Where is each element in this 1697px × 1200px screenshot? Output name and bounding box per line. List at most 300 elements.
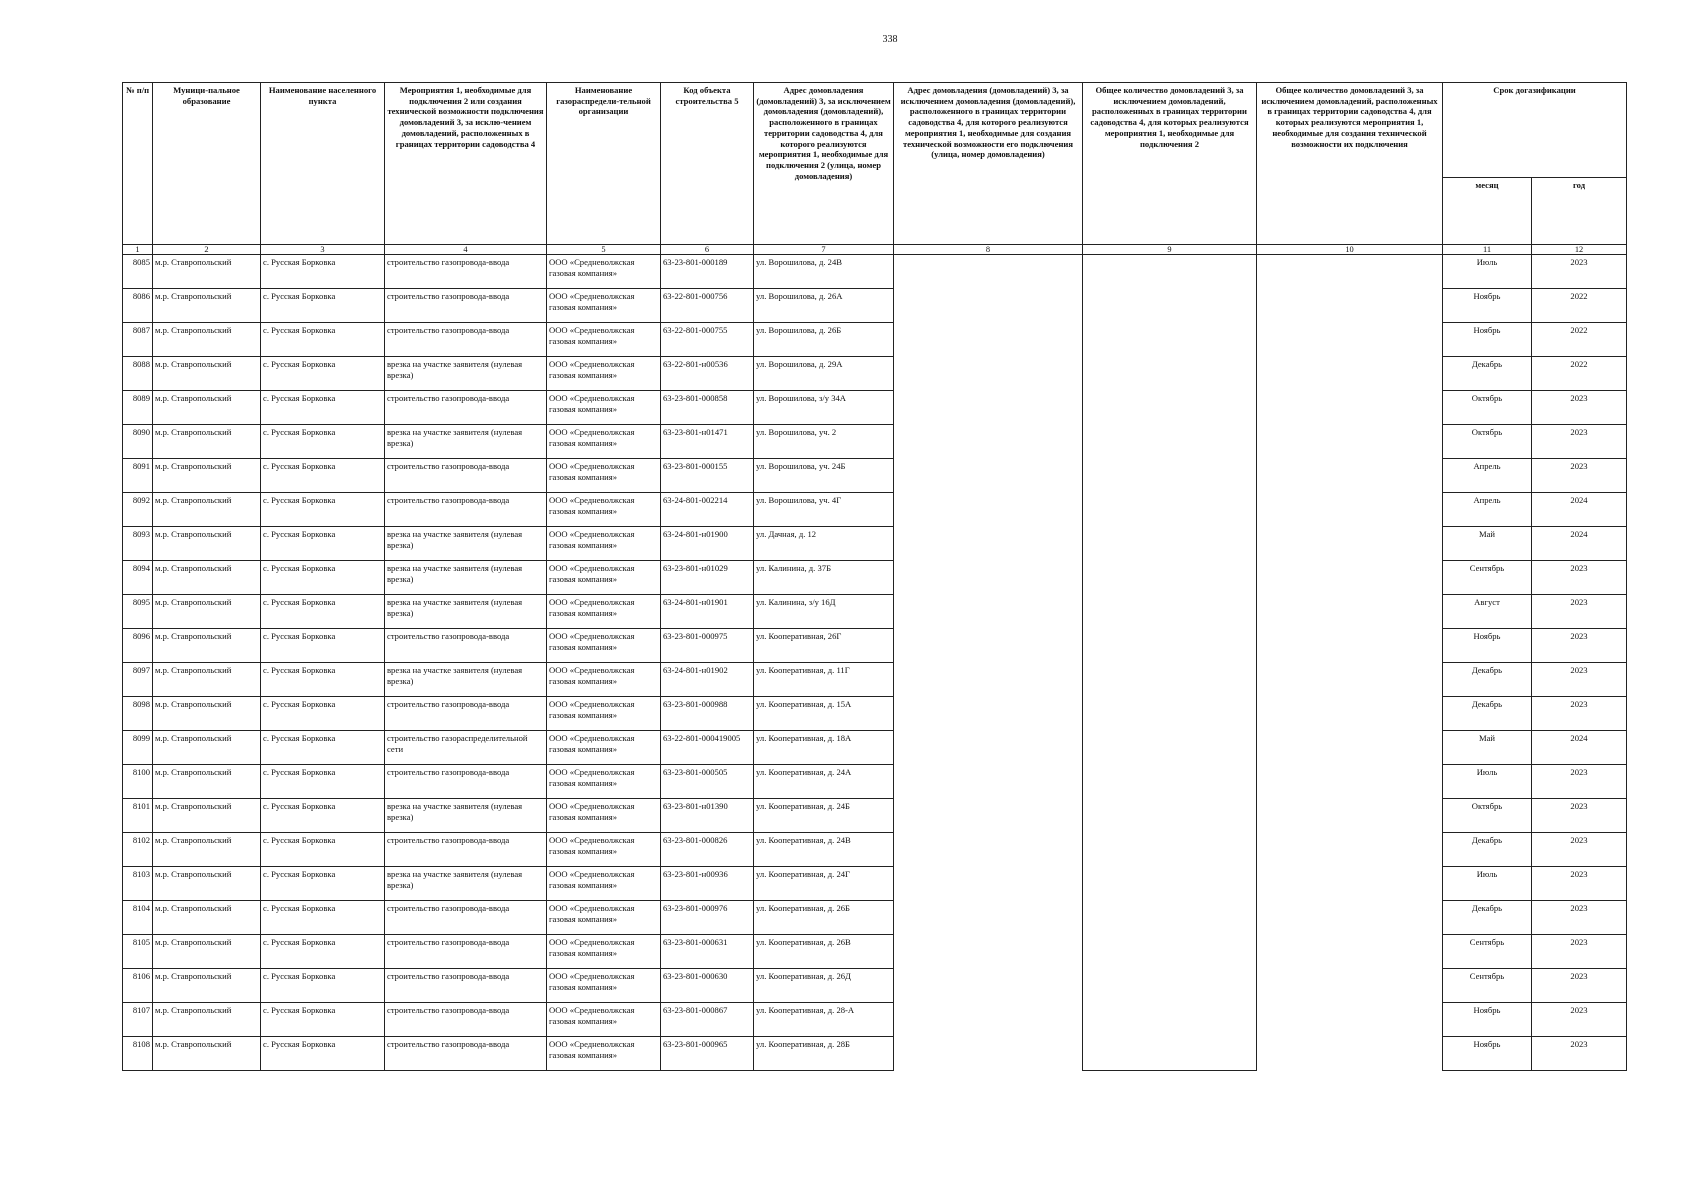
month-cell: Июль (1443, 765, 1532, 799)
month-cell: Июль (1443, 255, 1532, 289)
organization-cell: ООО «Средневолжская газовая компания» (547, 1003, 661, 1037)
address-cell: ул. Ворошилова, з/у 34А (754, 391, 894, 425)
object-code-cell: 63-23-801-н01390 (661, 799, 754, 833)
table-row (123, 425, 1627, 459)
address-technical-cell (894, 799, 1083, 833)
municipality-cell: м.р. Ставропольский (153, 833, 261, 867)
organization-cell: ООО «Средневолжская газовая компания» (547, 459, 661, 493)
object-code-cell: 63-23-801-000631 (661, 935, 754, 969)
municipality-cell: м.р. Ставропольский (153, 1003, 261, 1037)
month-cell: Октябрь (1443, 425, 1532, 459)
address-technical-cell (894, 867, 1083, 901)
count-technical-cell (1257, 561, 1443, 595)
column-number: 2 (153, 245, 261, 255)
settlement-cell: с. Русская Борковка (261, 391, 385, 425)
address-technical-cell (894, 697, 1083, 731)
object-code-cell: 63-24-801-н01900 (661, 527, 754, 561)
settlement-cell: с. Русская Борковка (261, 527, 385, 561)
header-month: месяц (1443, 178, 1532, 245)
month-cell: Декабрь (1443, 697, 1532, 731)
count-connection-cell (1083, 935, 1257, 969)
object-code-cell: 63-23-801-н01029 (661, 561, 754, 595)
event-cell: врезка на участке заявителя (нулевая врезка) (385, 595, 547, 629)
settlement-cell: с. Русская Борковка (261, 731, 385, 765)
count-technical-cell (1257, 867, 1443, 901)
count-technical-cell (1257, 289, 1443, 323)
count-technical-cell (1257, 323, 1443, 357)
column-number: 5 (547, 245, 661, 255)
object-code-cell: 63-24-801-002214 (661, 493, 754, 527)
settlement-cell: с. Русская Борковка (261, 425, 385, 459)
table-row (123, 255, 1627, 289)
count-connection-cell (1083, 1003, 1257, 1037)
event-cell: строительство газопровода-ввода (385, 289, 547, 323)
row-number: 8094 (123, 561, 153, 595)
row-number: 8086 (123, 289, 153, 323)
address-cell: ул. Кооперативная, д. 11Г (754, 663, 894, 697)
address-technical-cell (894, 935, 1083, 969)
month-cell: Сентябрь (1443, 969, 1532, 1003)
organization-cell: ООО «Средневолжская газовая компания» (547, 527, 661, 561)
address-cell: ул. Кооперативная, д. 26В (754, 935, 894, 969)
row-number: 8098 (123, 697, 153, 731)
event-cell: врезка на участке заявителя (нулевая врезка) (385, 867, 547, 901)
object-code-cell: 63-23-801-000867 (661, 1003, 754, 1037)
settlement-cell: с. Русская Борковка (261, 1037, 385, 1071)
month-cell: Сентябрь (1443, 561, 1532, 595)
address-cell: ул. Кооперативная, д. 24А (754, 765, 894, 799)
column-number: 10 (1257, 245, 1443, 255)
count-connection-cell (1083, 289, 1257, 323)
table-row (123, 289, 1627, 323)
month-cell: Июль (1443, 867, 1532, 901)
table-row (123, 561, 1627, 595)
table-row (123, 391, 1627, 425)
organization-cell: ООО «Средневолжская газовая компания» (547, 731, 661, 765)
year-cell: 2023 (1532, 935, 1627, 969)
count-connection-cell (1083, 867, 1257, 901)
address-cell: ул. Кооперативная, д. 24Б (754, 799, 894, 833)
column-number-row (123, 245, 1627, 255)
count-connection-cell (1083, 629, 1257, 663)
address-cell: ул. Ворошилова, д. 26Б (754, 323, 894, 357)
event-cell: строительство газопровода-ввода (385, 493, 547, 527)
count-technical-cell (1257, 731, 1443, 765)
count-technical-cell (1257, 969, 1443, 1003)
header-number: № п/п (123, 83, 153, 245)
year-cell: 2024 (1532, 731, 1627, 765)
event-cell: врезка на участке заявителя (нулевая врезка) (385, 799, 547, 833)
month-cell: Декабрь (1443, 901, 1532, 935)
address-technical-cell (894, 527, 1083, 561)
month-cell: Ноябрь (1443, 289, 1532, 323)
page-number: 338 (882, 34, 898, 45)
month-cell: Ноябрь (1443, 323, 1532, 357)
address-cell: ул. Кооперативная, д. 24Г (754, 867, 894, 901)
header-count-connection: Общее количество домовладений 3, за исключением домовладений, расположенных в границах территории садоводства 4, для которых реализуются мероприятия 1, необходимые для подключения 2 (1083, 83, 1257, 245)
header-year: год (1532, 178, 1627, 245)
year-cell: 2023 (1532, 697, 1627, 731)
municipality-cell: м.р. Ставропольский (153, 289, 261, 323)
table-row (123, 459, 1627, 493)
table-row (123, 765, 1627, 799)
count-technical-cell (1257, 391, 1443, 425)
object-code-cell: 63-24-801-н01902 (661, 663, 754, 697)
column-number: 6 (661, 245, 754, 255)
address-cell: ул. Кооперативная, д. 15А (754, 697, 894, 731)
event-cell: строительство газопровода-ввода (385, 833, 547, 867)
settlement-cell: с. Русская Борковка (261, 799, 385, 833)
table-row (123, 969, 1627, 1003)
event-cell: строительство газопровода-ввода (385, 459, 547, 493)
table-row (123, 357, 1627, 391)
count-connection-cell (1083, 323, 1257, 357)
count-connection-cell (1083, 663, 1257, 697)
row-number: 8099 (123, 731, 153, 765)
count-connection-cell (1083, 901, 1257, 935)
table-body (123, 255, 1627, 1071)
count-technical-cell (1257, 493, 1443, 527)
table-row (123, 1003, 1627, 1037)
organization-cell: ООО «Средневолжская газовая компания» (547, 255, 661, 289)
table-header (123, 83, 1627, 255)
settlement-cell: с. Русская Борковка (261, 493, 385, 527)
organization-cell: ООО «Средневолжская газовая компания» (547, 799, 661, 833)
year-cell: 2022 (1532, 357, 1627, 391)
municipality-cell: м.р. Ставропольский (153, 629, 261, 663)
header-address-connection: Адрес домовладения (домовладений) 3, за исключением домовладения (домовладений), расположенного в границах территории садоводства 4, для которого реализуются мероприятия 1, необходимые для подключения 2 (улица, номер домовладения) (754, 83, 894, 245)
event-cell: строительство газопровода-ввода (385, 629, 547, 663)
year-cell: 2023 (1532, 799, 1627, 833)
header-count-technical: Общее количество домовладений 3, за исключением домовладений, расположенных в границах территории садоводства 4, для которых реализуются мероприятия 1, необходимые для создания технической возможности их подключения (1257, 83, 1443, 245)
object-code-cell: 63-23-801-000630 (661, 969, 754, 1003)
municipality-cell: м.р. Ставропольский (153, 391, 261, 425)
row-number: 8107 (123, 1003, 153, 1037)
count-connection-cell (1083, 1037, 1257, 1071)
count-technical-cell (1257, 663, 1443, 697)
municipality-cell: м.р. Ставропольский (153, 663, 261, 697)
count-connection-cell (1083, 799, 1257, 833)
row-number: 8089 (123, 391, 153, 425)
count-technical-cell (1257, 425, 1443, 459)
count-connection-cell (1083, 357, 1257, 391)
year-cell: 2023 (1532, 425, 1627, 459)
organization-cell: ООО «Средневолжская газовая компания» (547, 901, 661, 935)
settlement-cell: с. Русская Борковка (261, 323, 385, 357)
table-row (123, 493, 1627, 527)
year-cell: 2024 (1532, 527, 1627, 561)
row-number: 8088 (123, 357, 153, 391)
count-connection-cell (1083, 731, 1257, 765)
table-row (123, 935, 1627, 969)
organization-cell: ООО «Средневолжская газовая компания» (547, 867, 661, 901)
count-technical-cell (1257, 901, 1443, 935)
table-row (123, 595, 1627, 629)
settlement-cell: с. Русская Борковка (261, 629, 385, 663)
organization-cell: ООО «Средневолжская газовая компания» (547, 969, 661, 1003)
municipality-cell: м.р. Ставропольский (153, 765, 261, 799)
table-row (123, 1037, 1627, 1071)
settlement-cell: с. Русская Борковка (261, 595, 385, 629)
year-cell: 2023 (1532, 969, 1627, 1003)
object-code-cell: 63-23-801-000976 (661, 901, 754, 935)
address-technical-cell (894, 459, 1083, 493)
column-number: 9 (1083, 245, 1257, 255)
column-number: 1 (123, 245, 153, 255)
count-connection-cell (1083, 425, 1257, 459)
address-technical-cell (894, 561, 1083, 595)
year-cell: 2023 (1532, 459, 1627, 493)
organization-cell: ООО «Средневолжская газовая компания» (547, 663, 661, 697)
municipality-cell: м.р. Ставропольский (153, 561, 261, 595)
object-code-cell: 63-23-801-000189 (661, 255, 754, 289)
table-row (123, 629, 1627, 663)
address-technical-cell (894, 969, 1083, 1003)
header-municipality: Муници-пальное образование (153, 83, 261, 245)
address-cell: ул. Кооперативная, д. 26Б (754, 901, 894, 935)
year-cell: 2023 (1532, 1037, 1627, 1071)
address-cell: ул. Калинина, д. 37Б (754, 561, 894, 595)
year-cell: 2023 (1532, 391, 1627, 425)
row-number: 8104 (123, 901, 153, 935)
year-cell: 2023 (1532, 629, 1627, 663)
row-number: 8093 (123, 527, 153, 561)
year-cell: 2024 (1532, 493, 1627, 527)
row-number: 8097 (123, 663, 153, 697)
table-row (123, 833, 1627, 867)
column-number: 12 (1532, 245, 1627, 255)
municipality-cell: м.р. Ставропольский (153, 969, 261, 1003)
column-number: 4 (385, 245, 547, 255)
count-technical-cell (1257, 357, 1443, 391)
settlement-cell: с. Русская Борковка (261, 459, 385, 493)
month-cell: Апрель (1443, 459, 1532, 493)
count-connection-cell (1083, 833, 1257, 867)
address-technical-cell (894, 901, 1083, 935)
count-connection-cell (1083, 765, 1257, 799)
organization-cell: ООО «Средневолжская газовая компания» (547, 425, 661, 459)
object-code-cell: 63-22-801-000756 (661, 289, 754, 323)
row-number: 8096 (123, 629, 153, 663)
row-number: 8095 (123, 595, 153, 629)
year-cell: 2023 (1532, 867, 1627, 901)
organization-cell: ООО «Средневолжская газовая компания» (547, 1037, 661, 1071)
event-cell: строительство газопровода-ввода (385, 1037, 547, 1071)
event-cell: строительство газопровода-ввода (385, 1003, 547, 1037)
row-number: 8087 (123, 323, 153, 357)
settlement-cell: с. Русская Борковка (261, 765, 385, 799)
address-technical-cell (894, 323, 1083, 357)
object-code-cell: 63-23-801-н01471 (661, 425, 754, 459)
address-cell: ул. Ворошилова, уч. 24Б (754, 459, 894, 493)
count-connection-cell (1083, 459, 1257, 493)
count-technical-cell (1257, 1037, 1443, 1071)
header-address-technical: Адрес домовладения (домовладений) 3, за исключением домовладения (домовладений), расположенного в границах территории садоводства 4, для которого реализуются мероприятия 1, необходимые для создания технической возможности его подключения (улица, номер домовладения) (894, 83, 1083, 245)
row-number: 8106 (123, 969, 153, 1003)
count-technical-cell (1257, 697, 1443, 731)
count-technical-cell (1257, 935, 1443, 969)
settlement-cell: с. Русская Борковка (261, 867, 385, 901)
header-settlement: Наименование населенного пункта (261, 83, 385, 245)
month-cell: Сентябрь (1443, 935, 1532, 969)
organization-cell: ООО «Средневолжская газовая компания» (547, 391, 661, 425)
organization-cell: ООО «Средневолжская газовая компания» (547, 629, 661, 663)
table-row (123, 663, 1627, 697)
municipality-cell: м.р. Ставропольский (153, 935, 261, 969)
organization-cell: ООО «Средневолжская газовая компания» (547, 697, 661, 731)
municipality-cell: м.р. Ставропольский (153, 357, 261, 391)
year-cell: 2022 (1532, 323, 1627, 357)
settlement-cell: с. Русская Борковка (261, 1003, 385, 1037)
month-cell: Октябрь (1443, 391, 1532, 425)
address-technical-cell (894, 357, 1083, 391)
month-cell: Август (1443, 595, 1532, 629)
year-cell: 2023 (1532, 901, 1627, 935)
address-technical-cell (894, 1003, 1083, 1037)
event-cell: строительство газораспределительной сети (385, 731, 547, 765)
object-code-cell: 63-23-801-н00936 (661, 867, 754, 901)
row-number: 8105 (123, 935, 153, 969)
municipality-cell: м.р. Ставропольский (153, 493, 261, 527)
table-row (123, 799, 1627, 833)
month-cell: Ноябрь (1443, 1003, 1532, 1037)
year-cell: 2023 (1532, 765, 1627, 799)
count-connection-cell (1083, 969, 1257, 1003)
organization-cell: ООО «Средневолжская газовая компания» (547, 289, 661, 323)
object-code-cell: 63-23-801-000155 (661, 459, 754, 493)
settlement-cell: с. Русская Борковка (261, 969, 385, 1003)
event-cell: строительство газопровода-ввода (385, 255, 547, 289)
column-number: 3 (261, 245, 385, 255)
address-technical-cell (894, 765, 1083, 799)
municipality-cell: м.р. Ставропольский (153, 901, 261, 935)
row-number: 8101 (123, 799, 153, 833)
organization-cell: ООО «Средневолжская газовая компания» (547, 561, 661, 595)
municipality-cell: м.р. Ставропольский (153, 323, 261, 357)
event-cell: строительство газопровода-ввода (385, 935, 547, 969)
event-cell: врезка на участке заявителя (нулевая врезка) (385, 561, 547, 595)
count-technical-cell (1257, 629, 1443, 663)
row-number: 8103 (123, 867, 153, 901)
address-cell: ул. Кооперативная, д. 24В (754, 833, 894, 867)
row-number: 8102 (123, 833, 153, 867)
event-cell: строительство газопровода-ввода (385, 697, 547, 731)
address-cell: ул. Кооперативная, 26Г (754, 629, 894, 663)
municipality-cell: м.р. Ставропольский (153, 731, 261, 765)
row-number: 8108 (123, 1037, 153, 1071)
object-code-cell: 63-23-801-000826 (661, 833, 754, 867)
object-code-cell: 63-22-801-000419005 (661, 731, 754, 765)
object-code-cell: 63-22-801-н00536 (661, 357, 754, 391)
address-cell: ул. Кооперативная, д. 28Б (754, 1037, 894, 1071)
address-technical-cell (894, 663, 1083, 697)
count-connection-cell (1083, 255, 1257, 289)
count-connection-cell (1083, 561, 1257, 595)
count-connection-cell (1083, 697, 1257, 731)
organization-cell: ООО «Средневолжская газовая компания» (547, 935, 661, 969)
table-row (123, 697, 1627, 731)
object-code-cell: 63-23-801-000988 (661, 697, 754, 731)
address-cell: ул. Дачная, д. 12 (754, 527, 894, 561)
count-technical-cell (1257, 765, 1443, 799)
header-organization: Наименование газораспредели-тельной организации (547, 83, 661, 245)
event-cell: строительство газопровода-ввода (385, 765, 547, 799)
settlement-cell: с. Русская Борковка (261, 255, 385, 289)
address-technical-cell (894, 255, 1083, 289)
address-technical-cell (894, 833, 1083, 867)
organization-cell: ООО «Средневолжская газовая компания» (547, 765, 661, 799)
month-cell: Ноябрь (1443, 1037, 1532, 1071)
address-cell: ул. Ворошилова, уч. 4Г (754, 493, 894, 527)
table-row (123, 527, 1627, 561)
year-cell: 2023 (1532, 595, 1627, 629)
organization-cell: ООО «Средневолжская газовая компания» (547, 833, 661, 867)
object-code-cell: 63-24-801-н01901 (661, 595, 754, 629)
address-technical-cell (894, 425, 1083, 459)
municipality-cell: м.р. Ставропольский (153, 867, 261, 901)
address-cell: ул. Кооперативная, д. 28-А (754, 1003, 894, 1037)
object-code-cell: 63-23-801-000965 (661, 1037, 754, 1071)
column-number: 11 (1443, 245, 1532, 255)
event-cell: врезка на участке заявителя (нулевая врезка) (385, 425, 547, 459)
organization-cell: ООО «Средневолжская газовая компания» (547, 595, 661, 629)
count-connection-cell (1083, 391, 1257, 425)
year-cell: 2023 (1532, 663, 1627, 697)
year-cell: 2023 (1532, 1003, 1627, 1037)
year-cell: 2023 (1532, 561, 1627, 595)
settlement-cell: с. Русская Борковка (261, 697, 385, 731)
settlement-cell: с. Русская Борковка (261, 935, 385, 969)
count-connection-cell (1083, 595, 1257, 629)
address-technical-cell (894, 391, 1083, 425)
month-cell: Октябрь (1443, 799, 1532, 833)
address-cell: ул. Кооперативная, д. 26Д (754, 969, 894, 1003)
event-cell: врезка на участке заявителя (нулевая врезка) (385, 527, 547, 561)
settlement-cell: с. Русская Борковка (261, 663, 385, 697)
event-cell: строительство газопровода-ввода (385, 391, 547, 425)
row-number: 8092 (123, 493, 153, 527)
header-events: Мероприятия 1, необходимые для подключения 2 или создания технической возможности подключения домовладений 3, за исклю-чением домовладений, расположенных в границах территории садоводства 4 (385, 83, 547, 245)
row-number: 8100 (123, 765, 153, 799)
organization-cell: ООО «Средневолжская газовая компания» (547, 323, 661, 357)
organization-cell: ООО «Средневолжская газовая компания» (547, 357, 661, 391)
table-row (123, 731, 1627, 765)
month-cell: Декабрь (1443, 357, 1532, 391)
settlement-cell: с. Русская Борковка (261, 901, 385, 935)
header-object-code: Код объекта строительства 5 (661, 83, 754, 245)
address-technical-cell (894, 1037, 1083, 1071)
count-technical-cell (1257, 833, 1443, 867)
count-technical-cell (1257, 527, 1443, 561)
row-number: 8085 (123, 255, 153, 289)
municipality-cell: м.р. Ставропольский (153, 1037, 261, 1071)
gasification-table (122, 82, 1627, 1071)
municipality-cell: м.р. Ставропольский (153, 697, 261, 731)
municipality-cell: м.р. Ставропольский (153, 527, 261, 561)
settlement-cell: с. Русская Борковка (261, 833, 385, 867)
event-cell: врезка на участке заявителя (нулевая врезка) (385, 663, 547, 697)
municipality-cell: м.р. Ставропольский (153, 459, 261, 493)
count-connection-cell (1083, 527, 1257, 561)
event-cell: строительство газопровода-ввода (385, 901, 547, 935)
count-technical-cell (1257, 255, 1443, 289)
settlement-cell: с. Русская Борковка (261, 561, 385, 595)
object-code-cell: 63-23-801-000505 (661, 765, 754, 799)
address-cell: ул. Ворошилова, д. 24В (754, 255, 894, 289)
month-cell: Декабрь (1443, 663, 1532, 697)
column-number: 8 (894, 245, 1083, 255)
address-technical-cell (894, 629, 1083, 663)
